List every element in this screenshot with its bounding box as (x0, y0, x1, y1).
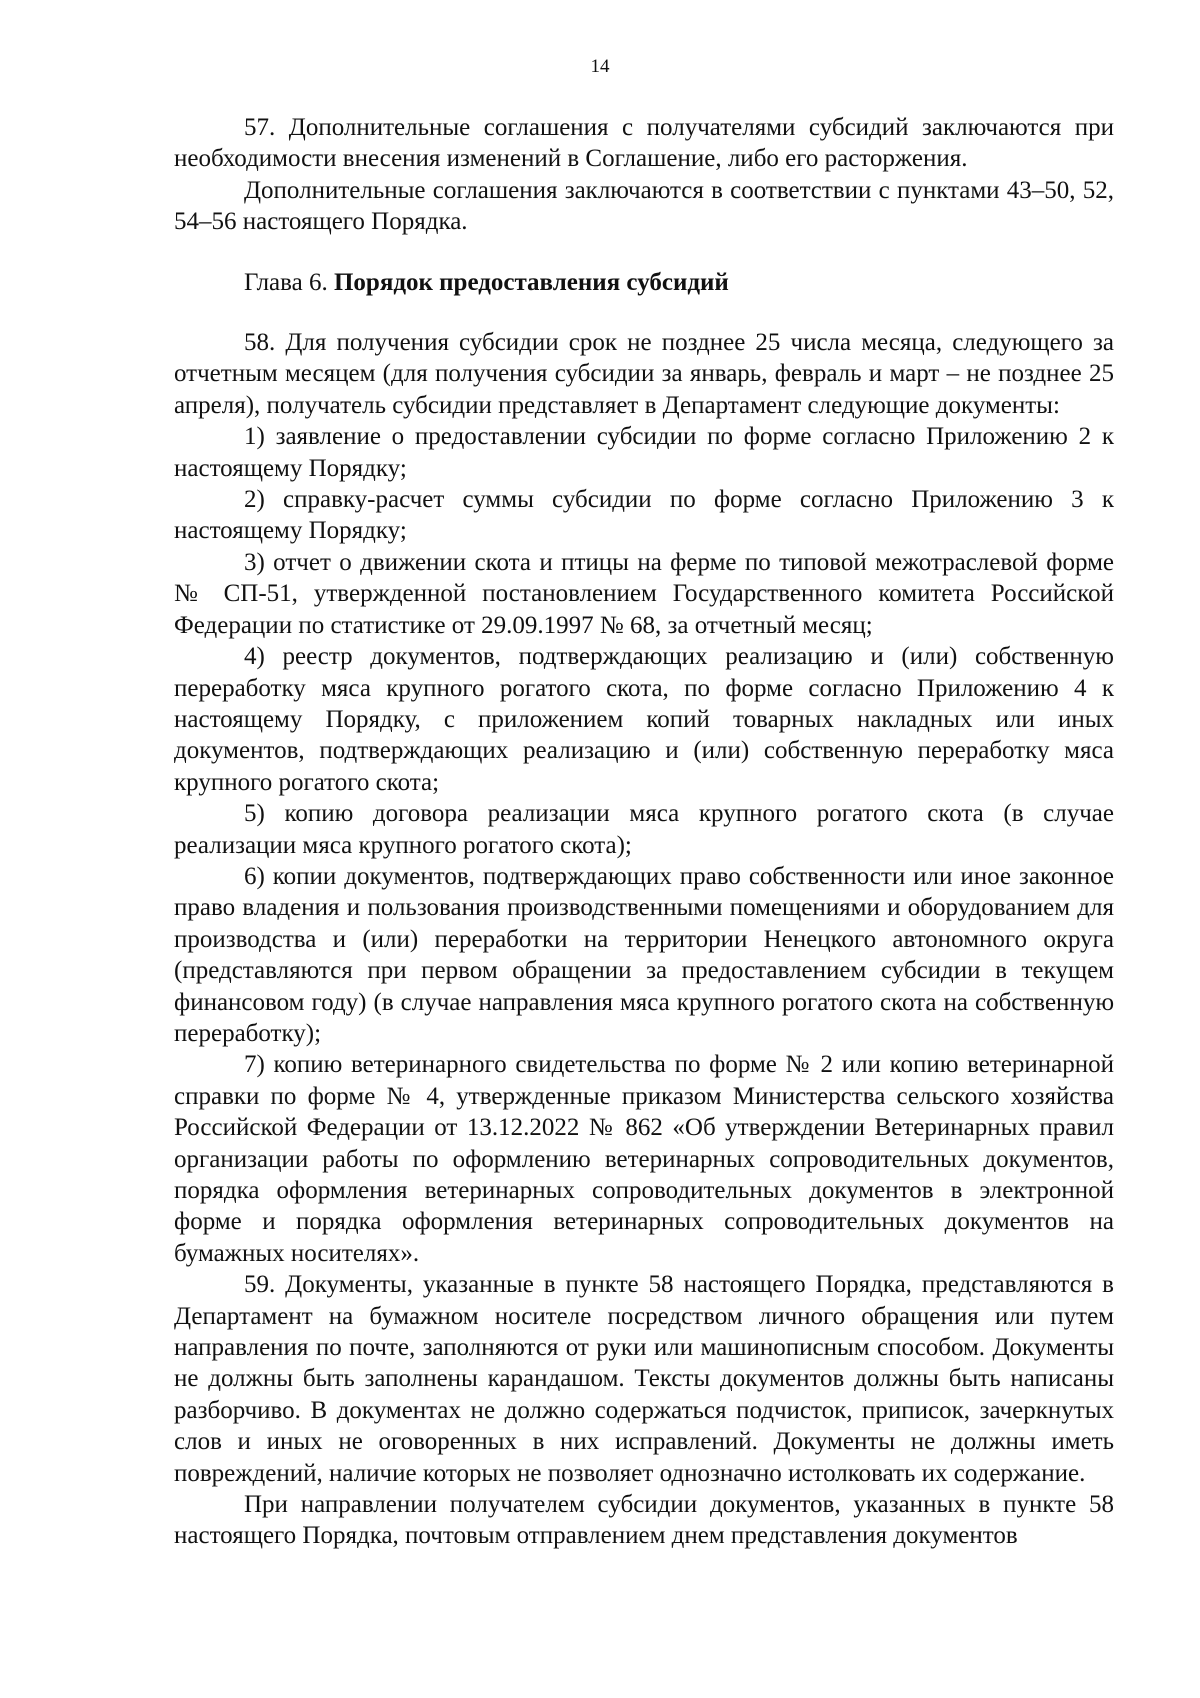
chapter-number: Глава 6. (244, 268, 334, 296)
paragraph-59-continued: При направлении получателем субсидии документов, указанных в пункте 58 настоящего Порядка, почтовым отправлением днем представления документов (174, 1491, 1114, 1550)
paragraph-57-continued: Дополнительные соглашения заключаются в соответствии с пунктами 43–50, 52, 54–56 настоящего Порядка. (174, 176, 1114, 236)
list-item-5: 5) копию договора реализации мяса крупного рогатого скота (в случае реализации мяса крупного рогатого скота); (174, 800, 1114, 859)
chapter-heading (174, 267, 1114, 298)
list-item-1: 1) заявление о предоставлении субсидии по форме согласно Приложению 2 к настоящему Порядку; (174, 423, 1114, 482)
list-item-3: 3) отчет о движении скота и птицы на ферме по типовой межотраслевой форме № СП-51, утвержденной постановлением Государственного комитета Российской Федерации по статистике от 29.09.1997 № 68, за отчетный месяц; (174, 548, 1114, 639)
list-item-2: 2) справку-расчет суммы субсидии по форме согласно Приложению 3 к настоящему Порядку; (174, 486, 1114, 545)
document-body (174, 112, 1114, 1552)
page-number: 14 (590, 56, 610, 77)
list-item-6: 6) копии документов, подтверждающих право собственности или иное законное право владения и пользования производственными помещениями и оборудованием для производства и (или) переработки на территории Ненецкого автономного округа (представляются при первом обращении за предоставлением субсидии в текущем финансовом году) (в случае направления мяса крупного рогатого скота на собственную переработку); (174, 862, 1114, 1047)
paragraph-59: 59. Документы, указанные в пункте 58 настоящего Порядка, представляются в Департамент на бумажном носителе посредством личного обращения или путем направления по почте, заполняются от руки или машинописным способом. Документы не должны быть заполнены карандашом. Тексты документов должны быть написаны разборчиво. В документах не должно содержаться подчисток, приписок, зачеркнутых слов и иных не оговоренных в них исправлений. Документы не должны иметь повреждений, наличие которых не позволяет однозначно истолковать их содержание. (174, 1271, 1114, 1487)
paragraph-58: 58. Для получения субсидии срок не позднее 25 числа месяца, следующего за отчетным месяцем (для получения субсидии за январь, февраль и март – не позднее 25 апреля), получатель субсидии представляет в Департамент следующие документы: (174, 329, 1114, 419)
paragraph-57: 57. Дополнительные соглашения с получателями субсидий заключаются при необходимости внесения изменений в Соглашение, либо его расторжения. (174, 114, 1114, 173)
chapter-title: Порядок предоставления субсидий (333, 268, 729, 296)
list-item-4: 4) реестр документов, подтверждающих реализацию и (или) собственную переработку мяса крупного рогатого скота, по форме согласно Приложению 4 к настоящему Порядку, с приложением копий товарных накладных или иных документов, подтверждающих реализацию и (или) собственную переработку мяса крупного рогатого скота; (174, 643, 1114, 796)
list-item-7: 7) копию ветеринарного свидетельства по форме № 2 или копию ветеринарной справки по форме № 4, утвержденные приказом Министерства сельского хозяйства Российской Федерации от 13.12.2022 № 862 «Об утверждении Ветеринарных правил организации работы по оформлению ветеринарных сопроводительных документов, порядка оформления ветеринарных сопроводительных документов в электронной форме и порядка оформления ветеринарных сопроводительных документов на бумажных носителях». (174, 1051, 1114, 1267)
